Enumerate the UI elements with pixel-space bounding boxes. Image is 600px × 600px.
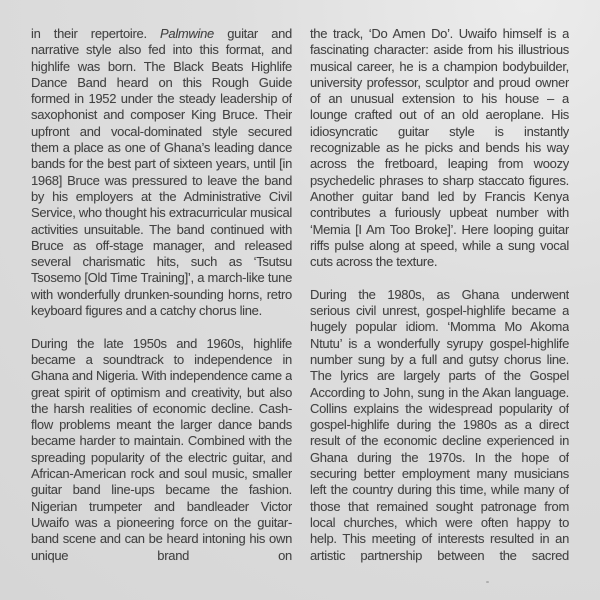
italic-text-run: Palmwine — [160, 26, 214, 41]
text-run: guitar and narrative style also fed into this format, and highlife was born. The Black Beats Highlife Dance Band heard on this Rough Guide formed in 1952 under the steady leadership of saxophonist and composer King Bruce. Their upfront and vocal-dominated style secured them a place as one of Ghana’s leading dance bands for the best part of sixteen years, until [in 1968] Bruce was pressured to leave the band by his employers at the Administrative Civil Service, who thought his extracurricular musical activities unsuitable. The band continued with Bruce as off-stage manager, and released several charismatic hits, such as ‘Tsutsu Tsosemo [Old Time Training]’, a march-like tune with wonderfully drunken-sounding horns, retro keyboard figures and a catchy chorus line. — [31, 26, 292, 319]
paragraph — [31, 336, 292, 564]
text-run: During the late 1950s and 1960s, highlife became a soundtrack to independence in Ghana and Nigeria. With independence came a great spirit of optimism and creativity, but also the harsh realities of economic decline. Cash-flow problems meant the larger dance bands became harder to maintain. Combined with the spreading popularity of the electric guitar, and African-American rock and soul music, smaller guitar band line-ups became the fashion. Nigerian trumpeter and bandleader Victor Uwaifo was a pioneering force on the guitar-band scene and can be heard intoning his own unique brand on — [31, 335, 292, 563]
text-run: in their repertoire. — [31, 26, 161, 41]
text-run: the track, ‘Do Amen Do’. Uwaifo himself is a fascinating character: aside from his illustrious musical career, he is a champion bodybuilder, university professor, sculptor and proud owner of an unusual extension to his house – a lounge crafted out of an old aeroplane. His idiosyncratic guitar style is instantly recognizable as he picks and bends his way across the fretboard, leaping from woozy psychedelic phrases to sharp staccato figures. Another guitar band led by Francis Kenya contributes a furiously upbeat number with ‘Memia [I Am Too Broke]’. Here looping guitar riffs pulse along at speed, while a sung vocal cuts across the texture. — [310, 26, 569, 270]
paragraph — [310, 26, 569, 270]
paragraph — [31, 26, 292, 319]
scan-speck — [486, 581, 489, 583]
text-column-right — [310, 26, 569, 586]
text-column-left — [31, 26, 292, 586]
text-run: During the 1980s, as Ghana underwent serious civil unrest, gospel-highlife became a hugely popular idiom. ‘Momma Mo Akoma Ntutu’ is a wonderfully syrupy gospel-highlife number sung by a full and gutsy chorus line. The lyrics are largely parts of the Gospel According to John, sung in the Akan language. Collins explains the widespread popularity of gospel-highlife during the 1980s as a direct result of the economic decline experienced in Ghana during the 1970s. In the hope of securing better employment many musicians left the country during this time, while many of those that remained sought patronage from local churches, which were often happy to help. This meeting of interests resulted in an artistic partnership between the sacred — [310, 286, 569, 563]
paragraph — [310, 287, 569, 564]
